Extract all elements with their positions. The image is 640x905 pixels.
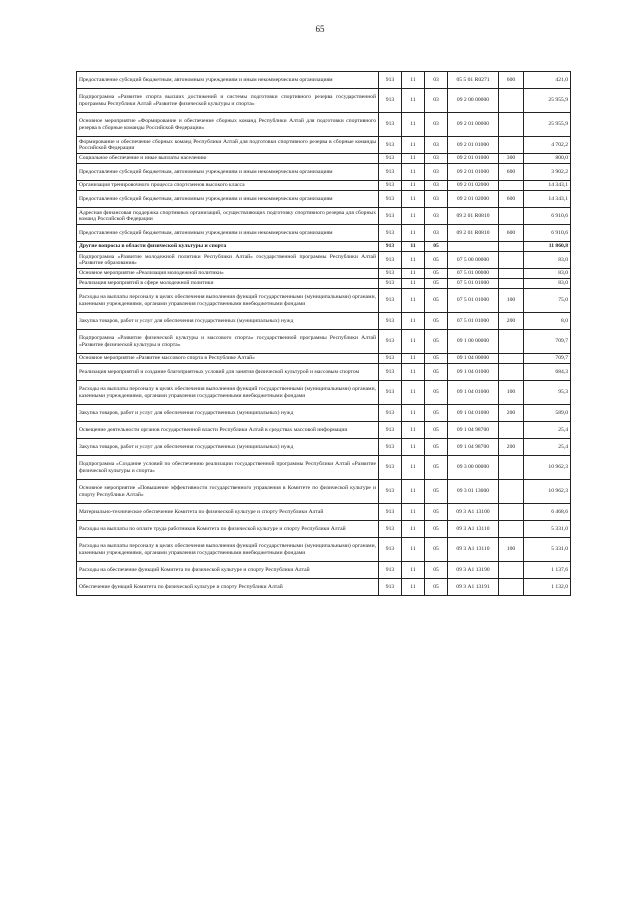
row-amount-cell: 684,3	[524, 364, 571, 381]
row-amount-cell: 25,4	[524, 422, 571, 439]
row-section-cell: 11	[402, 456, 425, 480]
row-target-article-cell: 07 5 01 01000	[448, 313, 499, 330]
row-name-cell: Подпрограмма «Развитие физической культуры и массового спорта» государственной программы Республики Алтай «Развитие физической культуры и спорта»	[77, 330, 379, 354]
row-grbs-cell: 913	[379, 354, 402, 364]
row-target-article-cell: 09 1 04 98700	[448, 422, 499, 439]
row-amount-cell: 709,7	[524, 354, 571, 364]
row-grbs-cell: 913	[379, 89, 402, 113]
row-expense-type-cell	[499, 208, 524, 225]
row-section-cell: 11	[402, 137, 425, 154]
row-section-cell: 11	[402, 405, 425, 422]
budget-table-body	[77, 72, 571, 596]
table-row	[77, 89, 571, 113]
row-expense-type-cell	[499, 456, 524, 480]
row-name-cell: Предоставление субсидий бюджетным, автономным учреждениям и иным некоммерческим организациям	[77, 225, 379, 242]
row-expense-type-cell: 300	[499, 154, 524, 164]
row-section-cell: 11	[402, 289, 425, 313]
row-subsection-cell: 03	[425, 137, 448, 154]
row-grbs-cell: 913	[379, 208, 402, 225]
row-amount-cell: 8,0	[524, 313, 571, 330]
row-name-cell: Подпрограмма «Создание условий по обеспечению реализации государственной программы Республики Алтай «Развитие физической культуры и спорта»	[77, 456, 379, 480]
table-section-row	[77, 242, 571, 252]
row-subsection-cell: 05	[425, 480, 448, 504]
row-amount-cell: 25 955,9	[524, 89, 571, 113]
row-subsection-cell: 03	[425, 181, 448, 191]
row-grbs-cell: 913	[379, 562, 402, 579]
row-target-article-cell: 07 5 01 01000	[448, 279, 499, 289]
table-row	[77, 164, 571, 181]
row-amount-cell: 83,0	[524, 279, 571, 289]
row-grbs-cell: 913	[379, 252, 402, 269]
row-name-cell: Закупка товаров, работ и услуг для обеспечения государственных (муниципальных) нужд	[77, 313, 379, 330]
row-section-cell: 11	[402, 252, 425, 269]
row-grbs-cell: 913	[379, 72, 402, 89]
row-section-cell: 11	[402, 313, 425, 330]
row-target-article-cell: 09 1 04 01000	[448, 405, 499, 422]
table-row	[77, 181, 571, 191]
row-amount-cell: 4 702,2	[524, 137, 571, 154]
row-grbs-cell: 913	[379, 456, 402, 480]
row-grbs-cell: 913	[379, 242, 402, 252]
row-target-article-cell: 05 5 01 R0271	[448, 72, 499, 89]
row-subsection-cell: 03	[425, 191, 448, 208]
row-expense-type-cell	[499, 422, 524, 439]
row-name-cell: Основное мероприятие «Повышение эффективности государственного управления в Комитете по физической культуре и спорту Республики Алтай»	[77, 480, 379, 504]
row-expense-type-cell: 200	[499, 439, 524, 456]
row-target-article-cell: 09 1 04 01000	[448, 364, 499, 381]
row-expense-type-cell: 200	[499, 405, 524, 422]
row-grbs-cell: 913	[379, 330, 402, 354]
row-name-cell: Реализация мероприятий в сфере молодежной политики	[77, 279, 379, 289]
row-expense-type-cell	[499, 181, 524, 191]
row-subsection-cell: 05	[425, 405, 448, 422]
row-target-article-cell: 09 1 04 00000	[448, 354, 499, 364]
row-grbs-cell: 913	[379, 269, 402, 279]
row-subsection-cell: 05	[425, 538, 448, 562]
row-expense-type-cell	[499, 279, 524, 289]
row-section-cell: 11	[402, 225, 425, 242]
row-name-cell: Предоставление субсидий бюджетным, автономным учреждениям и иным некоммерческим организациям	[77, 72, 379, 89]
row-expense-type-cell	[499, 252, 524, 269]
row-expense-type-cell	[499, 521, 524, 538]
table-row	[77, 480, 571, 504]
row-expense-type-cell	[499, 354, 524, 364]
row-grbs-cell: 913	[379, 154, 402, 164]
row-amount-cell: 10 962,3	[524, 480, 571, 504]
row-expense-type-cell	[499, 137, 524, 154]
row-target-article-cell: 07 5 00 00000	[448, 252, 499, 269]
row-subsection-cell: 03	[425, 72, 448, 89]
row-section-cell: 11	[402, 562, 425, 579]
row-subsection-cell: 05	[425, 456, 448, 480]
row-grbs-cell: 913	[379, 289, 402, 313]
row-name-cell: Подпрограмма «Развитие спорта высших достижений и системы подготовки спортивного резерва государственной программы Республики Алтай «Развитие физической культуры и спорта»	[77, 89, 379, 113]
row-grbs-cell: 913	[379, 405, 402, 422]
row-section-cell: 11	[402, 164, 425, 181]
table-row	[77, 154, 571, 164]
row-section-cell: 11	[402, 330, 425, 354]
row-name-cell: Формирование и обеспечение сборных команд Республики Алтай для подготовки спортивного резерва в сборные команды Российской Федерации	[77, 137, 379, 154]
table-row	[77, 137, 571, 154]
table-row	[77, 504, 571, 521]
table-row	[77, 521, 571, 538]
row-expense-type-cell: 600	[499, 164, 524, 181]
row-section-cell: 11	[402, 422, 425, 439]
row-subsection-cell: 03	[425, 89, 448, 113]
row-section-cell: 11	[402, 521, 425, 538]
row-target-article-cell: 07 5 01 00000	[448, 269, 499, 279]
table-row	[77, 72, 571, 89]
table-row	[77, 289, 571, 313]
row-target-article-cell: 09 1 04 01000	[448, 381, 499, 405]
row-target-article-cell: 09 2 01 01000	[448, 137, 499, 154]
row-section-cell: 11	[402, 72, 425, 89]
row-amount-cell: 5 331,0	[524, 538, 571, 562]
row-name-cell: Основное мероприятие «Развитие массового спорта в Республике Алтай»	[77, 354, 379, 364]
row-name-cell: Расходы на выплаты персоналу в целях обеспечения выполнения функций государственными (муниципальными) органами, казенными учреждениями, органами управления государственными внебюджетными фондами	[77, 381, 379, 405]
row-section-cell: 11	[402, 181, 425, 191]
row-subsection-cell: 05	[425, 504, 448, 521]
row-section-cell: 11	[402, 538, 425, 562]
row-grbs-cell: 913	[379, 225, 402, 242]
row-section-cell: 11	[402, 480, 425, 504]
row-expense-type-cell: 100	[499, 381, 524, 405]
row-section-cell: 11	[402, 154, 425, 164]
table-row	[77, 354, 571, 364]
row-target-article-cell: 09 2 01 00000	[448, 113, 499, 137]
row-target-article-cell: 09 3 А1 13110	[448, 538, 499, 562]
row-target-article-cell: 09 3 А1 13190	[448, 562, 499, 579]
row-amount-cell: 10 962,3	[524, 456, 571, 480]
row-amount-cell: 3 902,2	[524, 164, 571, 181]
row-grbs-cell: 913	[379, 181, 402, 191]
row-section-cell: 11	[402, 208, 425, 225]
row-name-cell: Адресная финансовая поддержка спортивных организаций, осуществляющих подготовку спортивного резерва для сборных команд Российской Федерации	[77, 208, 379, 225]
row-subsection-cell: 03	[425, 113, 448, 137]
row-subsection-cell: 03	[425, 208, 448, 225]
row-subsection-cell: 05	[425, 381, 448, 405]
row-amount-cell: 5 331,0	[524, 521, 571, 538]
row-name-cell: Организация тренировочного процесса спортсменов высокого класса	[77, 181, 379, 191]
table-row	[77, 381, 571, 405]
row-grbs-cell: 913	[379, 279, 402, 289]
row-subsection-cell: 05	[425, 439, 448, 456]
row-amount-cell: 6 468,6	[524, 504, 571, 521]
table-row	[77, 579, 571, 596]
row-grbs-cell: 913	[379, 137, 402, 154]
row-amount-cell: 421,0	[524, 72, 571, 89]
row-amount-cell: 75,0	[524, 289, 571, 313]
row-amount-cell: 1 132,0	[524, 579, 571, 596]
row-expense-type-cell: 100	[499, 289, 524, 313]
row-subsection-cell: 05	[425, 252, 448, 269]
row-section-cell: 11	[402, 579, 425, 596]
row-amount-cell: 1 137,6	[524, 562, 571, 579]
row-grbs-cell: 913	[379, 504, 402, 521]
row-grbs-cell: 913	[379, 422, 402, 439]
row-expense-type-cell	[499, 269, 524, 279]
row-section-cell: 11	[402, 364, 425, 381]
row-target-article-cell: 09 2 01 R0810	[448, 225, 499, 242]
row-name-cell: Социальное обеспечение и иные выплаты населению	[77, 154, 379, 164]
row-amount-cell: 95,3	[524, 381, 571, 405]
row-name-cell: Предоставление субсидий бюджетным, автономным учреждениям и иным некоммерческим организациям	[77, 191, 379, 208]
row-section-cell: 11	[402, 381, 425, 405]
row-subsection-cell: 05	[425, 289, 448, 313]
row-expense-type-cell	[499, 562, 524, 579]
row-name-cell: Расходы на выплаты по оплате труда работников Комитета по физической культуре и спорту Республики Алтай	[77, 521, 379, 538]
row-target-article-cell: 09 2 01 R0810	[448, 208, 499, 225]
page-number: 65	[315, 24, 325, 34]
row-subsection-cell: 05	[425, 521, 448, 538]
row-name-cell: Материально-техническое обеспечение Комитета по физической культуре и спорту Республики Алтай	[77, 504, 379, 521]
row-target-article-cell: 09 3 01 13000	[448, 480, 499, 504]
row-name-cell: Обеспечение функций Комитета по физической культуре и спорту Республики Алтай	[77, 579, 379, 596]
row-name-cell: Основное мероприятие «Реализация молодежной политики»	[77, 269, 379, 279]
row-name-cell: Другие вопросы в области физической культуры и спорта	[77, 242, 379, 252]
row-target-article-cell: 09 1 04 98700	[448, 439, 499, 456]
row-grbs-cell: 913	[379, 164, 402, 181]
row-subsection-cell: 03	[425, 164, 448, 181]
row-grbs-cell: 913	[379, 439, 402, 456]
table-row	[77, 405, 571, 422]
row-target-article-cell: 09 3 00 00000	[448, 456, 499, 480]
row-amount-cell: 25,4	[524, 439, 571, 456]
row-amount-cell: 589,0	[524, 405, 571, 422]
row-grbs-cell: 913	[379, 191, 402, 208]
row-expense-type-cell	[499, 480, 524, 504]
row-subsection-cell: 05	[425, 269, 448, 279]
row-amount-cell: 800,0	[524, 154, 571, 164]
row-target-article-cell: 09 1 00 00000	[448, 330, 499, 354]
row-name-cell: Освещение деятельности органов государственной власти Республики Алтай в средствах массовой информации	[77, 422, 379, 439]
row-section-cell: 11	[402, 279, 425, 289]
table-row	[77, 364, 571, 381]
row-expense-type-cell: 600	[499, 191, 524, 208]
row-subsection-cell: 03	[425, 154, 448, 164]
row-name-cell: Расходы на выплаты персоналу в целях обеспечения выполнения функций государственными (муниципальными) органами, казенными учреждениями, органами управления государственными внебюджетными фондами	[77, 289, 379, 313]
row-name-cell: Подпрограмма «Развитие молодежной политики Республики Алтай» государственной программы Республики Алтай «Развитие образования»	[77, 252, 379, 269]
row-expense-type-cell: 200	[499, 313, 524, 330]
row-target-article-cell: 09 2 01 02000	[448, 191, 499, 208]
row-section-cell: 11	[402, 191, 425, 208]
row-expense-type-cell	[499, 89, 524, 113]
row-target-article-cell: 09 2 01 01000	[448, 164, 499, 181]
row-expense-type-cell	[499, 364, 524, 381]
table-row	[77, 538, 571, 562]
row-name-cell: Реализация мероприятий и создание благоприятных условий для занятия физической культурой и массовым спортом	[77, 364, 379, 381]
row-amount-cell: 83,0	[524, 252, 571, 269]
row-section-cell: 11	[402, 354, 425, 364]
row-amount-cell: 6 910,6	[524, 225, 571, 242]
table-row	[77, 225, 571, 242]
row-amount-cell: 14 343,1	[524, 181, 571, 191]
row-grbs-cell: 913	[379, 381, 402, 405]
row-name-cell: Закупка товаров, работ и услуг для обеспечения государственных (муниципальных) нужд	[77, 439, 379, 456]
row-section-cell: 11	[402, 89, 425, 113]
table-row	[77, 208, 571, 225]
table-row	[77, 422, 571, 439]
row-grbs-cell: 913	[379, 113, 402, 137]
row-expense-type-cell	[499, 330, 524, 354]
row-name-cell: Закупка товаров, работ и услуг для обеспечения государственных (муниципальных) нужд	[77, 405, 379, 422]
row-subsection-cell: 05	[425, 330, 448, 354]
row-target-article-cell: 09 3 А1 13100	[448, 504, 499, 521]
table-row	[77, 439, 571, 456]
table-row	[77, 313, 571, 330]
table-row	[77, 269, 571, 279]
row-target-article-cell: 09 3 А1 13110	[448, 521, 499, 538]
row-target-article-cell: 09 3 А1 13191	[448, 579, 499, 596]
row-subsection-cell: 03	[425, 225, 448, 242]
row-target-article-cell	[448, 242, 499, 252]
row-subsection-cell: 05	[425, 364, 448, 381]
row-target-article-cell: 09 2 01 01000	[448, 154, 499, 164]
row-subsection-cell: 05	[425, 579, 448, 596]
row-expense-type-cell: 100	[499, 538, 524, 562]
table-row	[77, 456, 571, 480]
row-grbs-cell: 913	[379, 538, 402, 562]
budget-table	[76, 71, 571, 596]
row-section-cell: 11	[402, 504, 425, 521]
row-expense-type-cell	[499, 579, 524, 596]
table-row	[77, 113, 571, 137]
row-target-article-cell: 09 2 01 02000	[448, 181, 499, 191]
row-subsection-cell: 05	[425, 422, 448, 439]
table-row	[77, 191, 571, 208]
row-expense-type-cell	[499, 113, 524, 137]
row-section-cell: 11	[402, 439, 425, 456]
table-row	[77, 562, 571, 579]
row-subsection-cell: 05	[425, 562, 448, 579]
row-amount-cell: 11 860,8	[524, 242, 571, 252]
row-target-article-cell: 09 2 00 00000	[448, 89, 499, 113]
row-amount-cell: 709,7	[524, 330, 571, 354]
row-amount-cell: 14 343,1	[524, 191, 571, 208]
table-row	[77, 252, 571, 269]
row-grbs-cell: 913	[379, 364, 402, 381]
row-name-cell: Предоставление субсидий бюджетным, автономным учреждениям и иным некоммерческим организациям	[77, 164, 379, 181]
row-section-cell: 11	[402, 242, 425, 252]
row-grbs-cell: 913	[379, 480, 402, 504]
table-row	[77, 279, 571, 289]
row-subsection-cell: 05	[425, 313, 448, 330]
row-name-cell: Расходы на обеспечение функций Комитета по физической культуре и спорту Республики Алтай	[77, 562, 379, 579]
row-subsection-cell: 05	[425, 354, 448, 364]
row-subsection-cell: 05	[425, 279, 448, 289]
row-expense-type-cell	[499, 242, 524, 252]
table-row	[77, 330, 571, 354]
row-expense-type-cell: 600	[499, 72, 524, 89]
row-expense-type-cell: 600	[499, 225, 524, 242]
row-amount-cell: 6 910,6	[524, 208, 571, 225]
row-grbs-cell: 913	[379, 521, 402, 538]
row-amount-cell: 83,0	[524, 269, 571, 279]
row-expense-type-cell	[499, 504, 524, 521]
row-target-article-cell: 07 5 01 01000	[448, 289, 499, 313]
row-subsection-cell: 05	[425, 242, 448, 252]
row-section-cell: 11	[402, 269, 425, 279]
row-section-cell: 11	[402, 113, 425, 137]
row-grbs-cell: 913	[379, 579, 402, 596]
row-amount-cell: 25 955,9	[524, 113, 571, 137]
row-grbs-cell: 913	[379, 313, 402, 330]
row-name-cell: Основное мероприятие «Формирование и обеспечение сборных команд Республики Алтай для подготовки спортивного резерва в сборные команды Российской Федерации»	[77, 113, 379, 137]
row-name-cell: Расходы на выплаты персоналу в целях обеспечения выполнения функций государственными (муниципальными) органами, казенными учреждениями, органами управления государственными внебюджетными фондами	[77, 538, 379, 562]
